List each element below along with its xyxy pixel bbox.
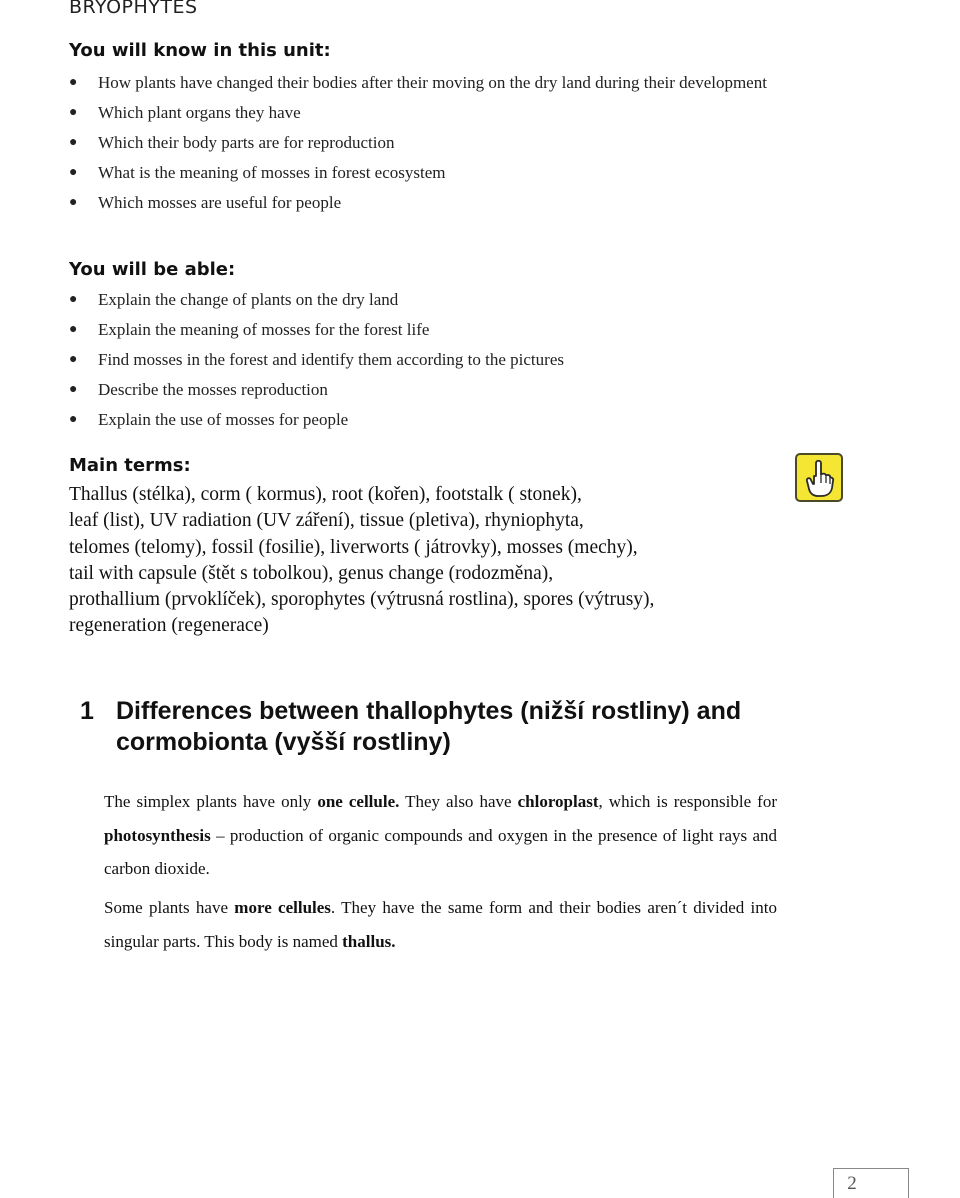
- page-number-box: [833, 1168, 909, 1198]
- list-item: ● Describe the mosses reproduction: [69, 380, 328, 399]
- list-item: ● What is the meaning of mosses in forest ecosystem: [69, 163, 446, 182]
- list-item: ● Explain the change of plants on the dry land: [69, 290, 399, 309]
- know-list: [69, 72, 809, 214]
- bullet-icon: ●: [69, 165, 78, 180]
- pointing-hand-icon: [795, 453, 843, 502]
- terms-line: regeneration (regenerace): [69, 615, 269, 637]
- bullet-icon: ●: [69, 195, 78, 210]
- list-item: ● Which plant organs they have: [69, 103, 301, 122]
- list-item: ● How plants have changed their bodies after their moving on the dry land during their development: [69, 73, 767, 92]
- paragraph-1: The simplex plants have only one cellule. They also have chloroplast, which is responsible for photosynthesis – production of organic compounds and oxygen in the presence of light rays and carbon dioxide.: [104, 792, 778, 878]
- bullet-icon: ●: [69, 352, 78, 367]
- bullet-icon: ●: [69, 382, 78, 397]
- terms-line: prothallium (prvoklíček), sporophytes (výtrusná rostlina), spores (výtrusy),: [69, 589, 655, 611]
- terms-line: telomes (telomy), fossil (fosilie), liverworts ( játrovky), mosses (mechy),: [69, 536, 638, 558]
- able-heading: You will be able:: [69, 259, 236, 280]
- bullet-icon: ●: [69, 75, 78, 90]
- bullet-icon: ●: [69, 322, 78, 337]
- bullet-icon: ●: [69, 105, 78, 120]
- list-item: ● Explain the meaning of mosses for the forest life: [69, 320, 430, 339]
- terms-list: [69, 482, 789, 640]
- list-item: ● Which their body parts are for reproduction: [69, 133, 395, 152]
- terms-line: leaf (list), UV radiation (UV záření), tissue (pletiva), rhyniophyta,: [69, 510, 584, 532]
- bullet-icon: ●: [69, 135, 78, 150]
- able-list: [69, 289, 809, 431]
- list-item: ● Find mosses in the forest and identify them according to the pictures: [69, 350, 564, 369]
- section-number: 1: [80, 697, 94, 725]
- list-item: ● Explain the use of mosses for people: [69, 410, 349, 429]
- terms-heading: Main terms:: [69, 455, 191, 476]
- page-number: 2: [847, 1173, 857, 1194]
- know-heading: You will know in this unit:: [69, 40, 331, 61]
- terms-line: Thallus (stélka), corm ( kormus), root (kořen), footstalk ( stonek),: [69, 484, 582, 505]
- unit-title: BRYOPHYTES: [69, 0, 198, 18]
- paragraph-2: Some plants have more cellules. They have the same form and their bodies aren´t divided into singular parts. This body is named thallus.: [104, 898, 777, 951]
- section-title: Differences between thallophytes (nižší rostliny) and cormobionta (vyšší rostliny): [116, 697, 742, 756]
- bullet-icon: ●: [69, 412, 78, 427]
- list-item: ● Which mosses are useful for people: [69, 193, 342, 212]
- terms-line: tail with capsule (štět s tobolkou), genus change (rodozměna),: [69, 562, 554, 584]
- bullet-icon: ●: [69, 292, 78, 307]
